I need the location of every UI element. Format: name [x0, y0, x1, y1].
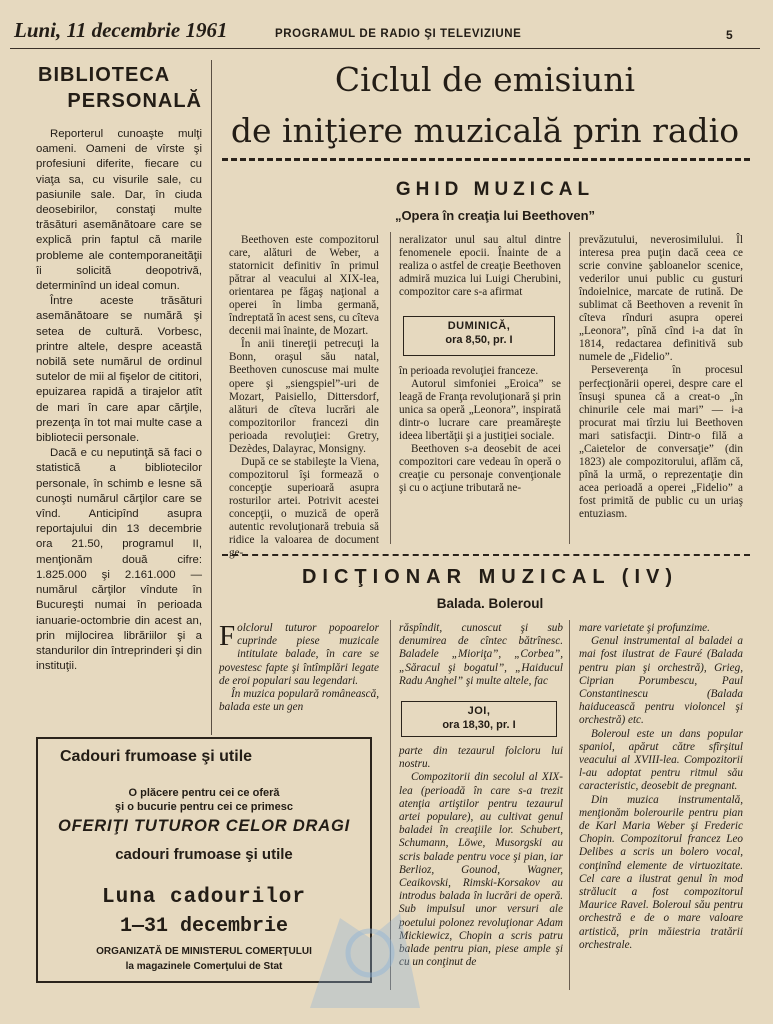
ad-luna-cadourilor: Luna cadourilor — [101, 886, 307, 909]
ghid-muzical-title: GHID MUZICAL — [395, 179, 595, 200]
ad-gifts: cadouri frumoase şi utile — [115, 846, 293, 863]
dictionary-paragraph: mare varietate şi profunzime. — [579, 622, 710, 634]
ad-heading: Cadouri frumoase şi utile — [60, 748, 253, 765]
dictionary-column-3 — [579, 622, 743, 952]
ad-organizer: ORGANIZATĂ DE MINISTERUL COMERŢULUI — [96, 946, 312, 957]
dictionary-paragraph: Genul instrumental al baladei a mai fost ilustrat de Fauré (Balada pentru pian şi orchestră), Grieg, Ciprian Porumbescu, Paul Constantinescu (Balada haiducească pentru violoncel şi orchestră) etc. — [579, 635, 743, 727]
dictionary-paragraph — [219, 622, 379, 688]
beethoven-paragraph: După ce se stabileşte la Viena, compozitorul îşi formează o concepţie superioară asupra rosturilor artei. Potrivit acestei concepţii, o muzică de operă autentic revoluţionară trebuia să ridice la valoarea de document ge- — [229, 455, 379, 560]
dictionary-paragraph: În muzica populară românească, balada este un gen — [219, 688, 379, 714]
dictionary-paragraph: Boleroul este un dans popular spaniol, apărut către sfîrşitul veacului al XVIII-lea. Compozitorii l-au adoptat pentru ritmul său caracteristic, deosebit de pregnant. — [579, 727, 743, 793]
library-paragraph: Dacă e cu neputinţă să faci o statistică a bibliotecilor personale, în schimb e lesne să cunoşti numărul cărţilor care se vînd. Anticipînd asupra reportajului din 13 decembrie ora 21.50, programul II, menţionăm două cifre: 1.825.000 şi 2.161.000 — numărul cărţilor vîndute în Bucureşti numai în perioada ianuarie-octombrie din acest an, prin mijlocirea librăriilor şi a standurilor din întreprinderi şi din instituţii. — [36, 447, 202, 673]
dictionary-text: olclorul tuturor popoarelor cuprinde piese muzicale intitulate balade, în care se povestesc fapte şi întîmplări legate de eroi populari sau legendari. — [219, 622, 379, 687]
ad-offer: OFERIŢI TUTUROR CELOR DRAGI — [57, 817, 350, 835]
column-divider — [569, 232, 570, 544]
ad-dates: 1—31 decembrie — [119, 915, 289, 938]
library-paragraph: Reporterul cunoaşte mulţi oameni. Oameni de vîrste şi profesiuni diferite, fiecare cu viaţa sa, cu visurile sale, cu pasiunile sale. Dar, în ciuda deosebirilor, constaţi multe trăsături asemănătoare care se explică prin faptul că marile probleme ale contemporaneităţii îi solicită deopotrivă, determinînd un ideal comun. — [36, 128, 202, 293]
publication-name: PROGRAMUL DE RADIO ŞI TELEVIZIUNE — [275, 28, 522, 40]
main-title-line2: de iniţiere muzicală prin radio — [230, 111, 740, 150]
beethoven-paragraph: în perioada revoluţiei franceze. — [399, 365, 539, 377]
main-title-line1: Ciclul de emisiuni — [334, 60, 636, 99]
column-divider — [569, 620, 570, 990]
header-date: Luni, 11 decembrie 1961 — [14, 18, 228, 42]
column-divider — [390, 232, 391, 544]
library-title-line1: BIBLIOTECA — [38, 64, 171, 86]
column-divider — [211, 60, 212, 735]
schedule-box-sunday — [403, 316, 555, 356]
dashed-rule — [222, 554, 750, 556]
beethoven-paragraph: Autorul simfoniei „Eroica” se leagă de Franţa revoluţionară şi prin unica sa operă „Leonora”, inspirată dintr-o lucrare care preamăreşte ideea libertăţii şi a justiţiei sociale. — [399, 378, 561, 443]
library-stamp-icon — [300, 898, 430, 1018]
schedule-day: JOI, — [467, 705, 491, 717]
dictionary-subtitle: Balada. Boleroul — [436, 596, 544, 611]
schedule-box-thursday — [401, 701, 557, 737]
beethoven-column-2-top — [399, 234, 561, 299]
library-paragraph: Între aceste trăsături asemănătoare se numără şi setea de cultură. Vorbesc, printre altele, despre această nobilă sete numărul de ordinul sutelor de mii al fişelor de cititori, epuizarea rapidă a tirajelor atît de mari în care apar cărţile, prezenţa în tot mai multe case a bibliotecii personale. — [36, 295, 202, 445]
ad-line-2: şi o bucurie pentru cei ce primesc — [115, 801, 293, 813]
dictionary-column-2-top — [399, 622, 563, 688]
dictionary-paragraph: Din muzica instrumentală, menţionăm bolerourile pentru pian de Karl Maria Weber şi Frederic Chopin. Compozitorul francez Leo Delibes a scris un bolero vocal, conţinînd elemente de virtuozitate. Cel care a ilustrat genul în mod strălucit a fost compozitorul Maurice Ravel. Boleroul său pentru orchestră e de o mare valoare artistică, prin măiestria tratării orchestrale. — [579, 793, 743, 951]
header-rule — [10, 48, 760, 49]
dictionary-paragraph: Compozitorii din secolul al XIX-lea (perioadă în care s-a trezit atenţia artiştilor pentru tezaurul artei populare), au cultivat genul baladei în creaţiile lor. Schubert, Schumann, Löwe, Musorgski au scris balade pentru voce şi pian, iar Berlioz, Gounod, Wagner, Ceaikovski, Rimski-Korsakov au introdus balada în lucrări de operă. Sub impulsul unor versuri ale poetului polonez revoluţionar Adam Mickiewicz, Chopin a scris patru balade pentru pian, piese ample şi cu un conţinut de — [399, 771, 563, 969]
dictionary-paragraph: răspîndit, cunoscut şi sub denumirea de cîntec bătrînesc. Baladele „Mioriţa”, „Corbea”, „Săracul şi bogatul”, „Haiducul Radu Anghel” şi multe altele, fac — [399, 622, 563, 687]
dictionary-column-1 — [219, 622, 379, 714]
beethoven-column-3 — [579, 234, 743, 521]
schedule-time: ora 18,30, pr. I — [442, 719, 516, 731]
beethoven-column-1 — [229, 234, 379, 560]
beethoven-paragraph: Beethoven s-a deosebit de acei compozitori care vedeau în operă o creaţie cu personaje convenţionale şi cu o acţiune tributară ne- — [399, 443, 561, 495]
ad-stores: la magazinele Comerţului de Stat — [125, 961, 283, 972]
library-article — [36, 127, 202, 674]
beethoven-paragraph: Beethoven este compozitorul care, alături de Weber, a statornicit definitiv în primul pătrar al veacului al XIX-lea, orientarea pe făgaş naţional a operei în limba germană, îndreptată în acest sens, cu cîteva decenii mai înainte, de Mozart. — [229, 234, 379, 338]
schedule-time: ora 8,50, pr. I — [445, 334, 513, 346]
beethoven-paragraph: Perseverenţa în procesul perfecţionării operei, despre care el însuşi spunea că a creat-o „în chinurile cele mai mari” — i-a procurat mai tîrziu lui Beethoven mari satisfacţii. Dintr-o filă a „Caietelor de conversaţie” (din 1823) ale compozitorului, aflăm că, pînă la urmă, o reprezentaţie din acea perioadă a operei „Fidelio” a fost primită de public cu un uriaş entuziasm. — [579, 364, 743, 520]
dictionary-paragraph: parte din tezaurul folcloru lui nostru. — [399, 745, 563, 771]
beethoven-paragraph: neralizator unul sau altul dintre fenomenele epocii. Înainte de a realiza o astfel de creaţie Beethoven admiră muzica lui Luigi Cherubini, compozitor care s-a afirmat — [399, 234, 561, 299]
drop-cap: F — [219, 620, 236, 652]
library-title — [20, 62, 202, 114]
ghid-muzical-subtitle: „Opera în creaţia lui Beethoven” — [394, 208, 596, 223]
page-number: 5 — [726, 28, 733, 42]
beethoven-paragraph: prevăzutului, neverosimilului. Îl interesa prea puţin dacă ceea ce scrie convine şabloanelor scenice, vederilor unui public cu gusturi îndoielnice, marcate de rutină. De sublimat că Beethoven a revenit în cîteva rînduri asupra operei „Leonora”, pînă cînd i-a dat în 1814, redactarea definitivă sub numele de „Fidelio”. — [579, 234, 743, 364]
schedule-day: DUMINICĂ, — [447, 320, 511, 332]
beethoven-column-2-bottom — [399, 365, 561, 495]
ad-line-1: O plăcere pentru cei ce oferă — [128, 787, 280, 799]
dashed-rule — [222, 158, 750, 161]
library-title-line2: PERSONALĂ — [67, 90, 202, 112]
beethoven-paragraph: În anii tinereţii petrecuţi la Bonn, oraşul său natal, Beethoven cunoscuse mai multe opere şi „siengspiel”-uri de Mozart, Paisiello, Dittersdorf, alături de cîteva lucrări ale compozitorilor francezi din perioada revoluţiei: Gretry, Dezèdes, Dalayrac, Monsigny. — [229, 338, 379, 455]
dictionary-title: DICŢIONAR MUZICAL (IV) — [301, 566, 679, 588]
